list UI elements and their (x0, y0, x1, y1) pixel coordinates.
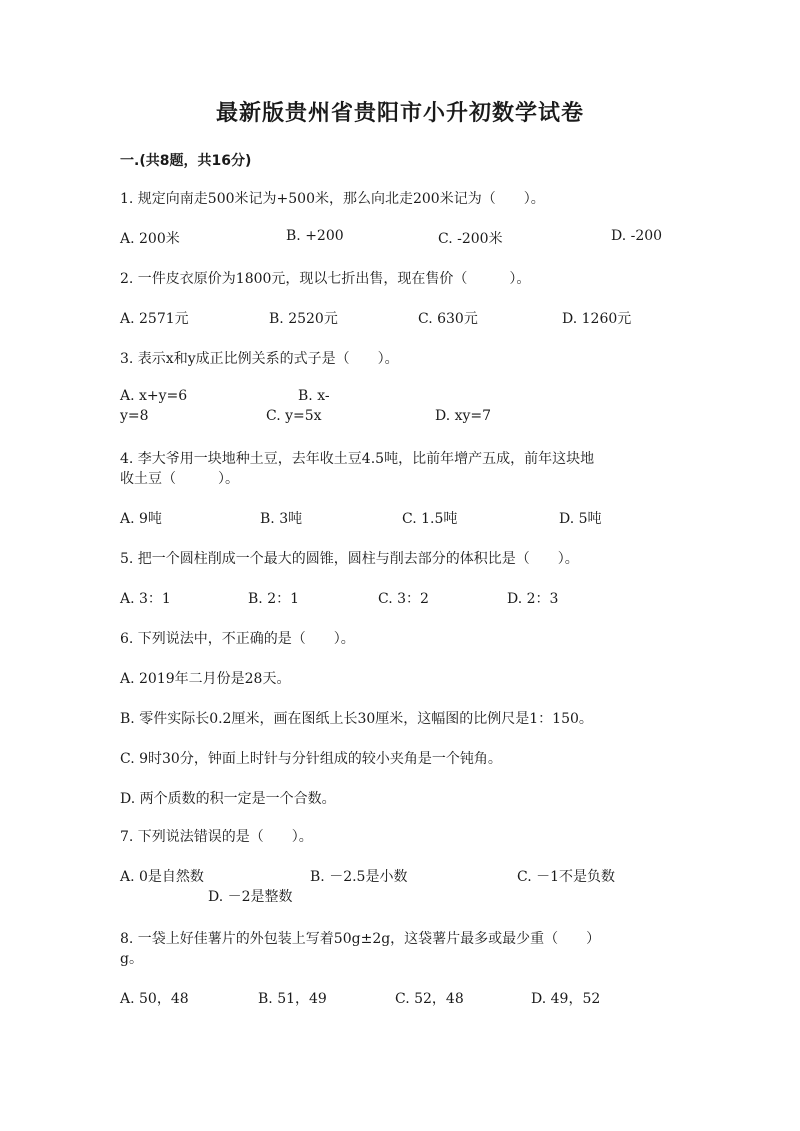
question-stem: 1. 规定向南走500米记为+500米，那么向北走200米记为（ ）。 (120, 191, 545, 207)
option-c: C. 52，48 (395, 991, 464, 1007)
option-c: C. 1.5吨 (402, 511, 458, 527)
option-c: C. y=5x (266, 408, 322, 424)
page-title: 最新版贵州省贵阳市小升初数学试卷 (215, 101, 584, 126)
option-b: B. 3吨 (260, 511, 303, 527)
option-d: D. -200 (611, 228, 663, 244)
option-d: D. －2是整数 (208, 889, 293, 905)
option-d: D. 49，52 (531, 991, 601, 1007)
option-a: A. x+y=6 (120, 388, 188, 404)
question-stem-continued: 收土豆（ ）。 (120, 471, 239, 487)
option-a: A. 2571元 (120, 311, 189, 327)
question-stem: 4. 李大爷用一块地种土豆，去年收土豆4.5吨，比前年增产五成，前年这块地 (120, 451, 595, 467)
option-b-continued: y=8 (120, 408, 149, 424)
option-a: A. 200米 (120, 231, 180, 247)
question-stem: 8. 一袋上好佳薯片的外包装上写着50g±2g，这袋薯片最多或最少重（ ） (120, 931, 601, 947)
option-c: C. 630元 (418, 311, 478, 327)
option-b: B. 2：1 (248, 591, 300, 607)
option-b: B. 2520元 (269, 311, 338, 327)
option-a: A. 2019年二月份是28天。 (120, 671, 291, 687)
option-a: A. 9吨 (120, 511, 162, 527)
option-d: D. xy=7 (435, 408, 492, 424)
option-d: D. 5吨 (559, 511, 602, 527)
question-stem-continued: g。 (120, 951, 143, 967)
option-b: B. －2.5是小数 (310, 869, 408, 885)
option-d: D. 1260元 (562, 311, 632, 327)
option-c: C. -200米 (438, 231, 503, 247)
option-c: C. 3：2 (378, 591, 429, 607)
option-b: B. 51，49 (258, 991, 327, 1007)
option-a: A. 0是自然数 (120, 869, 204, 885)
option-d: D. 2：3 (507, 591, 559, 607)
question-stem: 3. 表示x和y成正比例关系的式子是（ ）。 (120, 351, 399, 367)
option-d: D. 两个质数的积一定是一个合数。 (120, 791, 336, 807)
option-b: B. 零件实际长0.2厘米，画在图纸上长30厘米，这幅图的比例尺是1：150。 (120, 711, 593, 727)
option-c: C. 9时30分，钟面上时针与分针组成的较小夹角是一个钝角。 (120, 751, 502, 767)
question-stem: 6. 下列说法中，不正确的是（ ）。 (120, 631, 355, 647)
option-b: B. +200 (286, 228, 344, 244)
question-stem: 5. 把一个圆柱削成一个最大的圆锥，圆柱与削去部分的体积比是（ ）。 (120, 551, 579, 567)
option-c: C. －1不是负数 (517, 869, 616, 885)
option-a: A. 50，48 (120, 991, 189, 1007)
option-a: A. 3：1 (120, 591, 171, 607)
question-stem: 2. 一件皮衣原价为1800元，现以七折出售，现在售价（ ）。 (120, 271, 531, 287)
option-b: B. x- (298, 388, 330, 404)
question-stem: 7. 下列说法错误的是（ ）。 (120, 829, 313, 845)
section-heading: 一.(共8题，共16分) (120, 153, 252, 169)
